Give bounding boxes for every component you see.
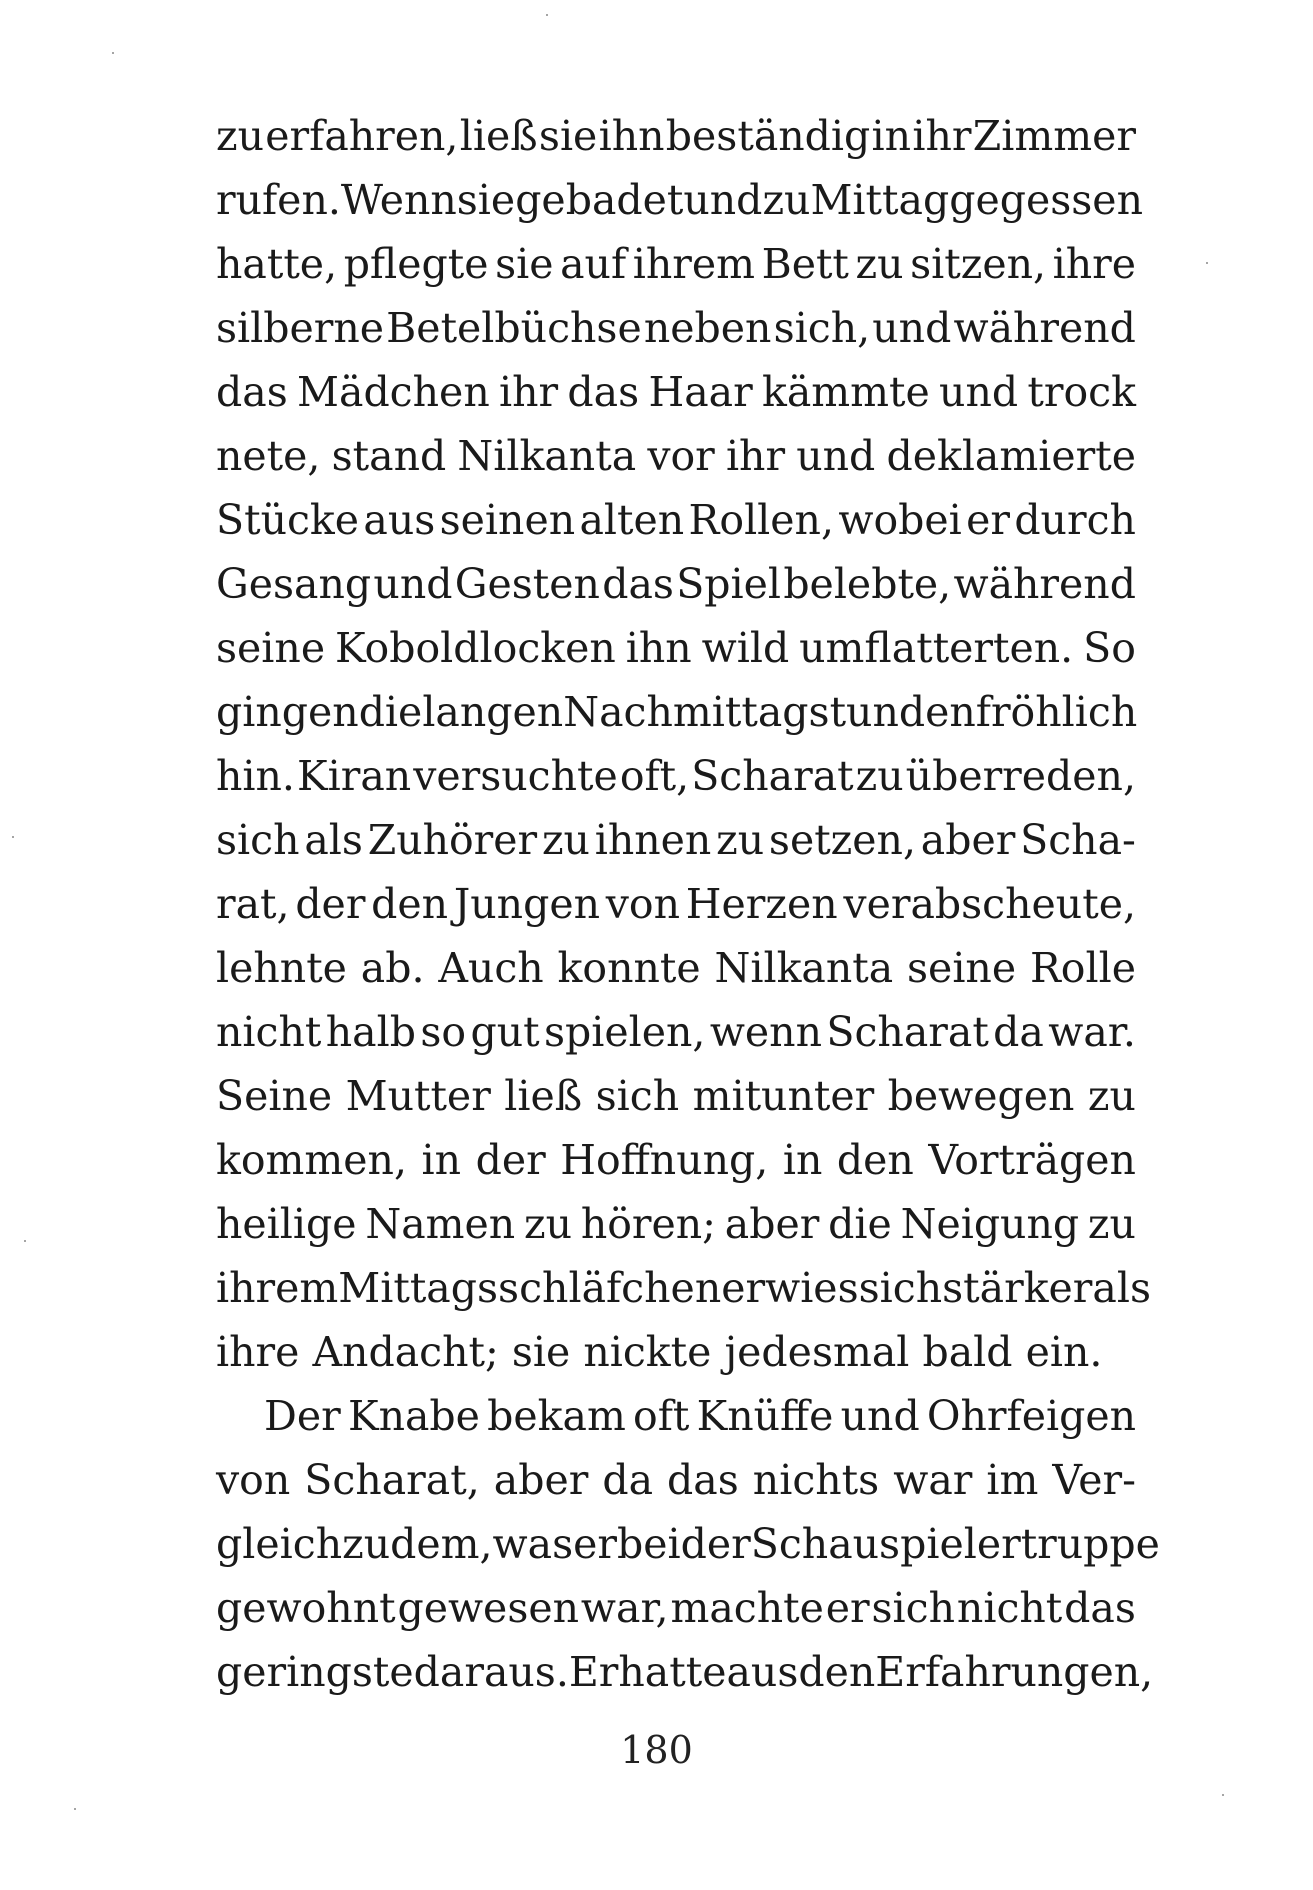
word: nichts: [752, 1456, 880, 1504]
word: Erfahrungen,: [875, 1648, 1154, 1696]
word: sie: [456, 176, 516, 224]
word: Scharat,: [304, 1456, 480, 1504]
word: Gesten: [454, 560, 600, 608]
text-line: [216, 1384, 1136, 1448]
word: Wenn: [340, 176, 457, 224]
word: ließ: [459, 112, 538, 160]
word: das: [602, 560, 674, 608]
word: Rolle: [1029, 944, 1136, 992]
text-line: [216, 552, 1136, 616]
word: sich: [216, 816, 300, 864]
word: neben: [643, 304, 772, 352]
word: zu: [762, 176, 811, 224]
word: nete,: [216, 432, 321, 480]
word: das: [667, 1456, 739, 1504]
word: Ver-: [1052, 1456, 1136, 1504]
text-line: [216, 1640, 1154, 1704]
word: geringste: [216, 1648, 414, 1696]
word: rufen.: [216, 176, 341, 224]
word: er: [966, 496, 1010, 544]
word: versuchte: [413, 752, 618, 800]
paper-speck: [1206, 262, 1208, 264]
word: belebte,: [783, 560, 952, 608]
word: auf: [560, 240, 627, 288]
word: und: [872, 304, 952, 352]
word: ihrem: [632, 240, 755, 288]
word: Gesang: [216, 560, 372, 608]
text-line: [216, 168, 1143, 232]
word: deklamierte: [886, 432, 1136, 480]
word: zu: [524, 1200, 573, 1248]
word: aus: [726, 1648, 799, 1696]
text-line: [216, 1320, 1136, 1384]
text-line: [216, 872, 1136, 936]
word: sie: [538, 112, 598, 160]
word: spielen,: [543, 1008, 706, 1056]
word: den: [836, 1136, 914, 1184]
word: zu: [1087, 1072, 1136, 1120]
word: aus: [363, 496, 436, 544]
word: halb: [325, 1008, 416, 1056]
word: sitzen,: [910, 240, 1047, 288]
word: in: [871, 112, 912, 160]
word: ihre: [1052, 240, 1136, 288]
word: zu: [541, 816, 590, 864]
word: Herzen: [685, 880, 838, 928]
text-line: [216, 936, 1136, 1000]
word: da: [993, 1008, 1044, 1056]
word: Rollen,: [688, 496, 834, 544]
word: Auch: [438, 944, 544, 992]
word: ließ: [504, 1072, 583, 1120]
text-line: [216, 744, 1136, 808]
word: beständig: [665, 112, 871, 160]
word: dem,: [390, 1520, 493, 1568]
word: und: [683, 176, 763, 224]
word: stand: [331, 432, 447, 480]
word: hören;: [580, 1200, 716, 1248]
word: zu: [855, 752, 904, 800]
word: das: [216, 368, 288, 416]
word: die: [828, 1200, 892, 1248]
paper-speck: [74, 1808, 76, 1810]
word: Schauspielertruppe: [750, 1520, 1160, 1568]
word: zu: [855, 240, 904, 288]
word: Der: [264, 1392, 341, 1440]
text-line: [216, 1256, 1152, 1320]
word: die: [358, 688, 423, 736]
word: Zuhörer: [367, 816, 538, 864]
word: Ohrfeigen: [926, 1392, 1136, 1440]
word: sie: [511, 1328, 571, 1376]
word: gleich: [216, 1520, 343, 1568]
word: Scha-: [1020, 816, 1136, 864]
word: seine: [216, 624, 326, 672]
word: der: [295, 880, 366, 928]
word: zu: [342, 1520, 391, 1568]
word: Neigung: [900, 1200, 1080, 1248]
word: hatte,: [216, 240, 338, 288]
word: den: [798, 1648, 876, 1696]
word: aber: [724, 1200, 820, 1248]
word: sich: [595, 1072, 680, 1120]
word: sie: [495, 240, 554, 288]
text-line: [216, 680, 1136, 744]
word: ihr: [725, 432, 786, 480]
word: Mittag: [810, 176, 950, 224]
word: Betelbüchse: [386, 304, 642, 352]
word: aber: [920, 816, 1016, 864]
text-line: [216, 1064, 1136, 1128]
word: und: [796, 432, 876, 480]
word: während: [953, 304, 1136, 352]
body-text: [216, 104, 1160, 1704]
word: seine: [907, 944, 1017, 992]
paper-speck: [24, 1240, 26, 1242]
word: von: [216, 1456, 291, 1504]
word: bei: [617, 1520, 681, 1568]
word: Andacht;: [312, 1328, 499, 1376]
word: Koboldlocken: [335, 624, 616, 672]
word: sich,: [773, 304, 871, 352]
word: So: [1083, 624, 1136, 672]
word: setzen,: [768, 816, 916, 864]
word: trock: [1027, 368, 1136, 416]
word: bekam: [487, 1392, 626, 1440]
word: Mutter: [345, 1072, 491, 1120]
word: gegessen: [949, 176, 1143, 224]
word: nicht: [956, 1584, 1063, 1632]
word: Vorträgen: [928, 1136, 1136, 1184]
text-line: [216, 808, 1136, 872]
word: Jungen: [453, 880, 601, 928]
paper-speck: [112, 52, 114, 54]
text-line: [216, 104, 1136, 168]
word: ihn: [625, 624, 692, 672]
word: da: [602, 1456, 654, 1504]
text-line: [216, 1448, 1136, 1512]
word: als: [304, 816, 363, 864]
paper-speck: [1222, 1794, 1224, 1796]
word: erwies: [721, 1264, 859, 1312]
word: kämmte: [761, 368, 930, 416]
word: jedesmal: [724, 1328, 910, 1376]
word: sich: [858, 1264, 943, 1312]
word: stärker: [942, 1264, 1093, 1312]
word: war,: [580, 1584, 669, 1632]
word: Haar: [648, 368, 753, 416]
word: oft: [633, 1392, 690, 1440]
word: Mittagsschläfchen: [338, 1264, 722, 1312]
word: alten: [579, 496, 685, 544]
text-line: [216, 1000, 1136, 1064]
word: er: [825, 1584, 870, 1632]
word: wobei: [838, 496, 962, 544]
word: Hoffnung,: [560, 1136, 769, 1184]
text-line: [216, 616, 1136, 680]
word: verabscheute,: [843, 880, 1136, 928]
word: gewesen: [397, 1584, 580, 1632]
word: gebadet: [515, 176, 684, 224]
word: er: [573, 1520, 618, 1568]
word: zu: [1087, 1200, 1136, 1248]
paper-speck: [12, 836, 14, 838]
word: ihre: [216, 1328, 300, 1376]
word: so: [420, 1008, 467, 1056]
word: sich: [871, 1584, 956, 1632]
word: und: [373, 560, 453, 608]
word: machte: [670, 1584, 824, 1632]
word: hatte: [618, 1648, 727, 1696]
word: im: [986, 1456, 1039, 1504]
word: fröhlich: [975, 688, 1138, 736]
text-line: [216, 1128, 1136, 1192]
word: Er: [568, 1648, 619, 1696]
word: pflegte: [343, 240, 489, 288]
text-line: [216, 232, 1136, 296]
text-line: [216, 296, 1136, 360]
word: das: [1064, 1584, 1136, 1632]
word: wild: [701, 624, 790, 672]
word: war.: [1048, 1008, 1136, 1056]
word: gewohnt: [216, 1584, 396, 1632]
word: kommen,: [216, 1136, 407, 1184]
word: hin.: [216, 752, 295, 800]
word: bewegen: [887, 1072, 1075, 1120]
word: Nilkanta: [457, 432, 637, 480]
word: der: [680, 1520, 751, 1568]
word: erfahren,: [265, 112, 459, 160]
word: umflatterten.: [799, 624, 1074, 672]
word: Mädchen: [297, 368, 490, 416]
word: Bett: [761, 240, 849, 288]
word: was: [492, 1520, 574, 1568]
word: Seine: [216, 1072, 333, 1120]
word: zu: [216, 112, 265, 160]
word: Nachmittagstunden: [563, 688, 976, 736]
text-line: [216, 424, 1136, 488]
word: Scharat: [826, 1008, 989, 1056]
word: konnte: [557, 944, 701, 992]
word: ihr: [499, 368, 559, 416]
word: lehnte: [216, 944, 347, 992]
word: Knüffe: [696, 1392, 834, 1440]
word: von: [605, 880, 681, 928]
word: Scharat: [691, 752, 854, 800]
word: daraus.: [413, 1648, 569, 1696]
word: silberne: [216, 304, 385, 352]
word: bald: [922, 1328, 1013, 1376]
word: als: [1092, 1264, 1152, 1312]
word: ab.: [360, 944, 425, 992]
word: aber: [493, 1456, 589, 1504]
word: Zimmer: [972, 112, 1136, 160]
word: gingen: [216, 688, 359, 736]
word: in: [782, 1136, 823, 1184]
word: ihn: [598, 112, 665, 160]
word: und: [840, 1392, 920, 1440]
text-line: [216, 1192, 1136, 1256]
word: rat,: [216, 880, 290, 928]
word: gut: [470, 1008, 540, 1056]
word: durch: [1014, 496, 1136, 544]
word: Spiel: [676, 560, 782, 608]
word: mitunter: [692, 1072, 875, 1120]
word: Stücke: [216, 496, 360, 544]
word: zu: [716, 816, 765, 864]
word: während: [953, 560, 1136, 608]
word: Namen: [365, 1200, 516, 1248]
word: Kiran: [296, 752, 412, 800]
word: heilige: [216, 1200, 357, 1248]
word: das: [567, 368, 640, 416]
text-line: [216, 1576, 1136, 1640]
word: in: [421, 1136, 462, 1184]
text-line: [216, 488, 1136, 552]
page-number: 180: [620, 1728, 693, 1772]
word: wenn: [709, 1008, 822, 1056]
word: überreden,: [905, 752, 1136, 800]
paper-speck: [546, 14, 548, 16]
word: seinen: [439, 496, 576, 544]
word: ein.: [1025, 1328, 1103, 1376]
word: vor: [647, 432, 715, 480]
word: ihr: [912, 112, 972, 160]
word: Knabe: [347, 1392, 480, 1440]
word: langen: [422, 688, 564, 736]
word: ihrem: [216, 1264, 339, 1312]
word: nicht: [216, 1008, 322, 1056]
word: Nilkanta: [714, 944, 894, 992]
word: der: [475, 1136, 546, 1184]
word: ihnen: [594, 816, 712, 864]
word: oft,: [619, 752, 690, 800]
word: nickte: [583, 1328, 712, 1376]
text-line: [216, 360, 1136, 424]
text-line: [216, 1512, 1160, 1576]
word: und: [939, 368, 1019, 416]
word: den: [371, 880, 449, 928]
word: war: [893, 1456, 973, 1504]
